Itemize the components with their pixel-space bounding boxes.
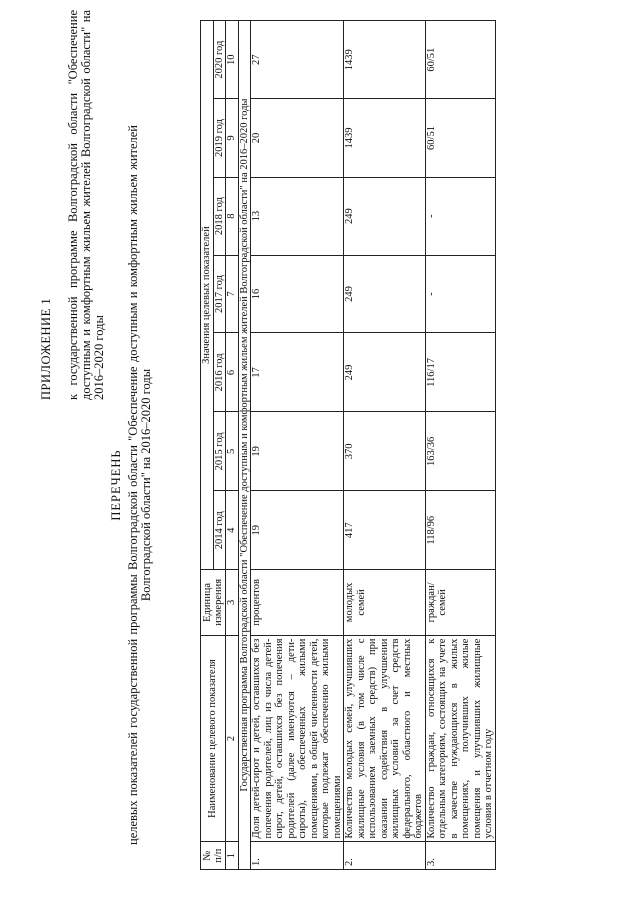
header-year: 2014 год	[213, 491, 226, 570]
row-value: 17	[251, 333, 344, 412]
row-value: 417	[344, 491, 426, 570]
header-unit: Единица измерения	[201, 570, 226, 635]
row-value: 19	[251, 491, 344, 570]
row-unit: граждан/семей	[425, 570, 495, 635]
section-title: Государственная программа Волгоградской области "Обеспечение доступным и комфортным жильем жителей Волгоградской области" на 2016–2020 годы	[238, 21, 251, 870]
header-num: № п/п	[201, 842, 226, 870]
document-title: ПЕРЕЧЕНЬ	[109, 449, 123, 521]
row-value: 27	[251, 21, 344, 99]
table-header-row	[201, 21, 214, 870]
column-number: 3	[226, 570, 239, 635]
appendix-block	[40, 10, 106, 400]
header-year: 2015 год	[213, 412, 226, 491]
row-value: 13	[251, 177, 344, 255]
row-value: 370	[344, 412, 426, 491]
row-value: 116/17	[425, 333, 495, 412]
column-number: 2	[226, 635, 239, 842]
appendix-text: к государственной программе Волгоградской области "Обеспечение доступным и комфортным жильем жителей Волгоградской области" на 2016–2020 годы	[66, 10, 106, 400]
header-year: 2018 год	[213, 177, 226, 255]
column-number: 6	[226, 333, 239, 412]
table-row	[425, 21, 495, 870]
column-number: 8	[226, 177, 239, 255]
table-row	[251, 21, 344, 870]
row-value: 163/36	[425, 412, 495, 491]
row-num: 2.	[344, 842, 426, 870]
row-value: 1439	[344, 21, 426, 99]
row-value: 249	[344, 255, 426, 333]
header-year: 2017 год	[213, 255, 226, 333]
header-year: 2019 год	[213, 99, 226, 177]
column-number: 5	[226, 412, 239, 491]
row-name: Доля детей-сирот и детей, оставшихся без попечения родителей, лиц из числа детей-сирот, детей, оставшихся без попечения родителей (далее именуются – дети-сироты), обеспеченных жилыми помещениями, в общей численности детей, которые подлежат обеспечению жилыми помещениями	[251, 635, 344, 842]
row-value: 118/96	[425, 491, 495, 570]
appendix-title: ПРИЛОЖЕНИЕ 1	[39, 297, 53, 400]
header-year: 2020 год	[213, 21, 226, 99]
table-row	[344, 21, 426, 870]
row-value: 249	[344, 333, 426, 412]
row-value: 19	[251, 412, 344, 491]
row-value: 60/51	[425, 99, 495, 177]
row-value: 1439	[344, 99, 426, 177]
section-row	[238, 21, 251, 870]
document-subtitle: целевых показателей государственной программы Волгоградской области "Обеспечение доступным и комфортным жильем жителей Волгоградской области" на 2016–2020 годы	[126, 125, 153, 845]
header-year: 2016 год	[213, 333, 226, 412]
row-name: Количество граждан, относящихся к отдельным категориям, состоящих на учете в качестве нуждающихся в жилых помещениях, получивших жилые помещения и улучшивших жилищные условия в отчетном году	[425, 635, 495, 842]
row-value: 249	[344, 177, 426, 255]
row-num: 3.	[425, 842, 495, 870]
row-value: -	[425, 177, 495, 255]
column-number: 7	[226, 255, 239, 333]
row-unit: процентов	[251, 570, 344, 635]
column-number: 9	[226, 99, 239, 177]
column-number: 10	[226, 21, 239, 99]
row-value: 20	[251, 99, 344, 177]
indicators-table	[200, 20, 496, 870]
column-numbers-row	[226, 21, 239, 870]
row-name: Количество молодых семей, улучшивших жилищные условия (в том числе с использованием заемных средств) при оказании содействия в улучшении жилищных условий за счет средств федерального, областного и местных бюджетов	[344, 635, 426, 842]
header-values: Значения целевых показателей	[201, 21, 214, 570]
row-unit: молодых семей	[344, 570, 426, 635]
column-number: 1	[226, 842, 239, 870]
column-number: 4	[226, 491, 239, 570]
header-name: Наименование целевого показателя	[201, 635, 226, 842]
document-heading	[110, 125, 153, 845]
row-value: -	[425, 255, 495, 333]
row-num: 1.	[251, 842, 344, 870]
row-value: 60/51	[425, 21, 495, 99]
row-value: 16	[251, 255, 344, 333]
